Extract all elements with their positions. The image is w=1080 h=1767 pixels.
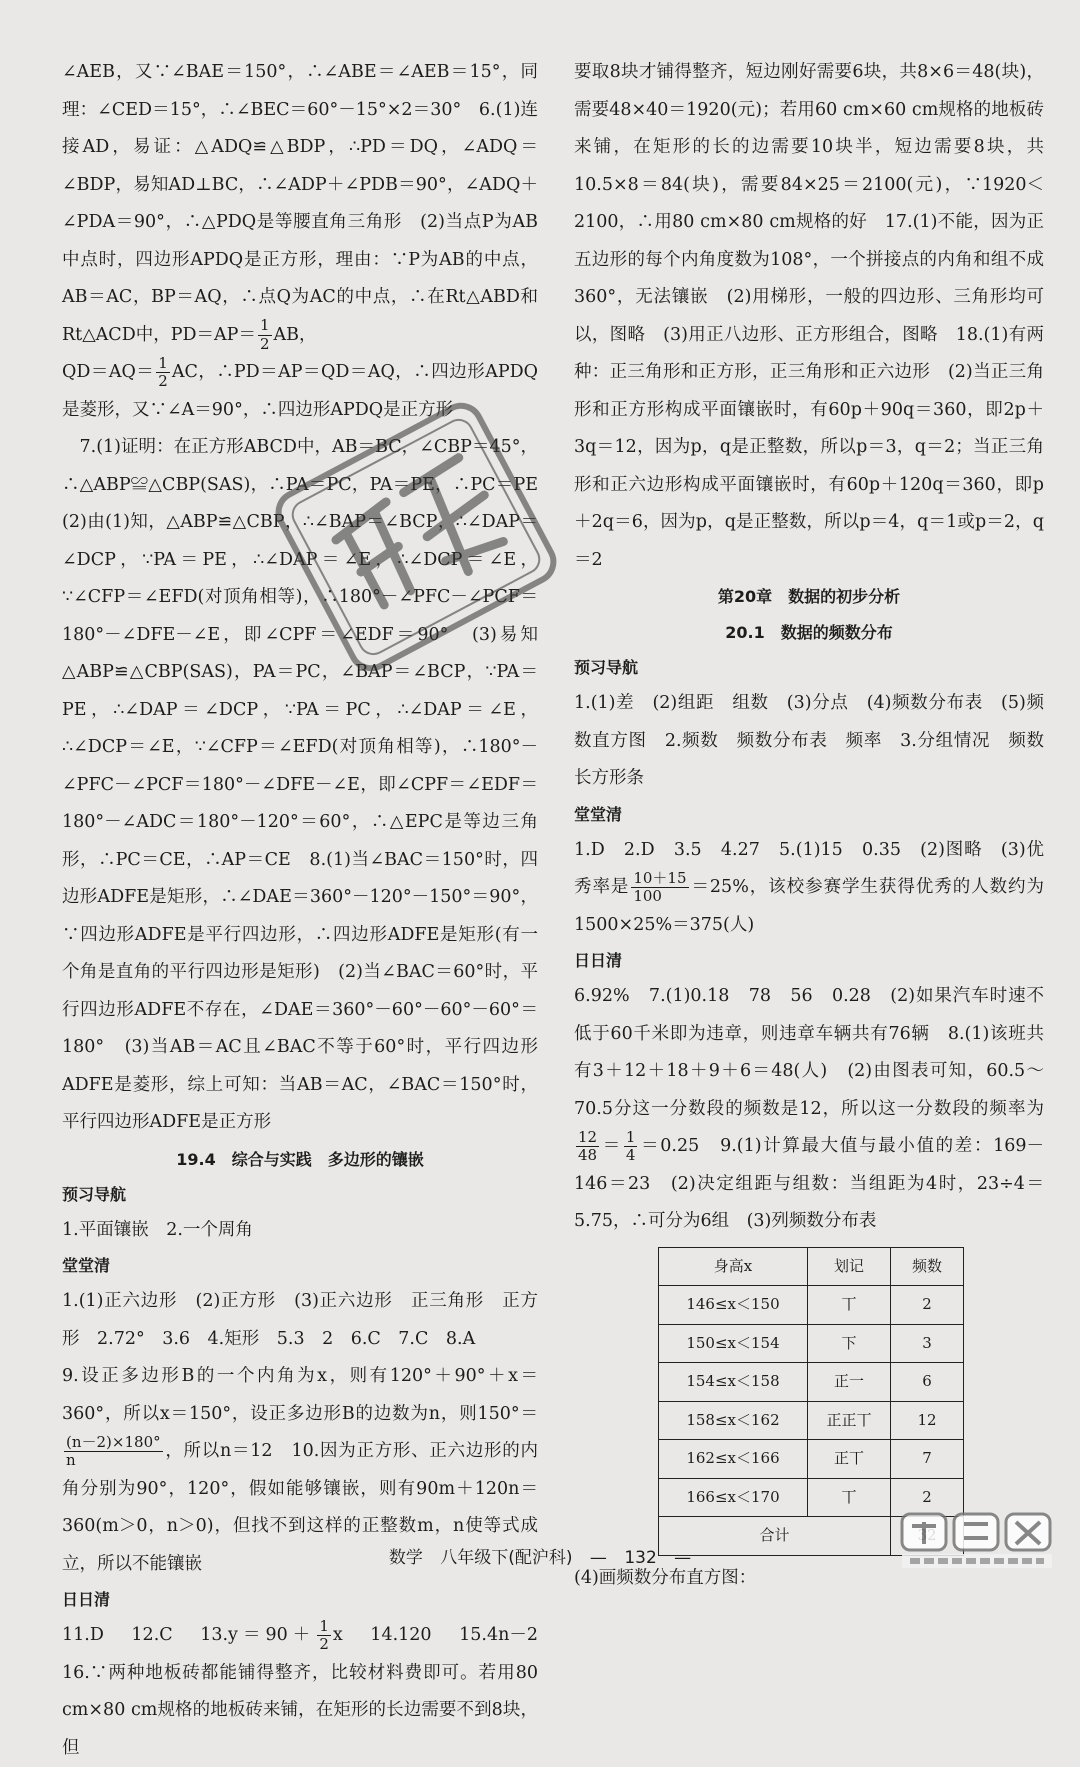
- section-title: 19.4 综合与实践 多边形的镶嵌: [176, 1149, 424, 1169]
- header-tally: 划记: [808, 1247, 891, 1286]
- cell-range: 154≤x＜158: [659, 1363, 808, 1402]
- answer-paragraph: [574, 978, 1044, 1241]
- answer-text: ，所以n＝12 10.因为正方形、正六边形的内角分别为90°，120°，假如能够镶嵌，则有90m＋120n＝360(m＞0，n＞0)，但找不到这样的正整数m，n使等式成立，所以不能镶嵌: [62, 1441, 538, 1574]
- cell-frequency: 7: [891, 1440, 964, 1479]
- right-column: [574, 54, 1062, 1597]
- table-row: [659, 1286, 964, 1325]
- answer-text: QD＝AQ＝: [62, 362, 155, 382]
- fraction-numerator: 1: [625, 1127, 636, 1146]
- table-row: [659, 1401, 964, 1440]
- cell-frequency: 2: [891, 1286, 964, 1325]
- footer-dash: —: [589, 1548, 607, 1568]
- answer-text: 9.设正多边形B的一个内角为x，则有120°＋90°＋x＝360°，所以x＝150°，设正多边形B的边数为n，则150°＝: [62, 1366, 538, 1424]
- footer-dash: —: [674, 1548, 692, 1568]
- answer-text: 6.92% 7.(1)0.18 78 56 0.28 (2)如果汽车时速不低于60千米即为违章，则违章车辆共有76辆 8.(1)该班共有3＋12＋18＋9＋6＝48(人) (2)由图表可知，60.5～70.5分这一分数段的频数是12，所以这一分数段的频率为: [574, 986, 1044, 1119]
- answer-text: ∠AEB，又∵∠BAE＝150°，∴∠ABE＝∠AEB＝15°，同理：∠CED＝15°，∴∠BEC＝60°－15°×2＝30° 6.(1)连接AD，易证：△ADQ≌△BDP，∴PD＝DQ，∠ADQ＝∠BDP，易知AD⊥BC，∴∠ADP＋∠PDB＝90°，∠ADQ＋∠PDA＝90°，∴△PDQ是等腰直角三角形 (2)当点P为AB中点时，四边形APDQ是正方形，理由：∵P为AB的中点，AB＝AC，BP＝AQ，∴点Q为AC的中点，∴在Rt△ABD和Rt△ACD中，PD＝AP＝: [62, 62, 538, 345]
- answer-text: ＝: [601, 1136, 622, 1156]
- table-row: [659, 1440, 964, 1479]
- cell-frequency: 12: [891, 1401, 964, 1440]
- fraction-denominator: n: [66, 1451, 76, 1469]
- cell-frequency: 6: [891, 1363, 964, 1402]
- footer-subject: 数学: [388, 1548, 423, 1568]
- cell-tally: 正一: [808, 1363, 891, 1402]
- fraction: [156, 355, 170, 391]
- cell-range: 162≤x＜166: [659, 1440, 808, 1479]
- header-frequency: 频数: [891, 1247, 964, 1286]
- answer-text: ＝25%，该校参赛学生获得优秀的人数约为1500×25%＝375(人): [574, 877, 1044, 935]
- fraction-denominator: 48: [578, 1146, 598, 1164]
- answer-paragraph: 7.(1)证明：在正方形ABCD中，AB＝BC，∠CBP＝45°，∴△ABP≌△CBP(SAS)，∴PA＝PC，PA＝PE，∴PC＝PE (2)由(1)知，△ABP≌△CBP，∴∠BAP＝∠BCP，∴∠DAP＝∠DCP，∵PA＝PE，∴∠DAP＝∠E，∴∠DCP＝∠E，∵∠CFP＝∠EFD(对顶角相等)，∴180°－∠PFC－∠PCF＝180°－∠DFE－∠E，即∠CPF＝∠EDF＝90° (3)易知△ABP≌△CBP(SAS)，PA＝PC，∠BAP＝∠BCP，∵PA＝PE，∴∠DAP＝∠DCP，∵PA＝PC，∴∠DAP＝∠E，∴∠DCP＝∠E，∵∠CFP＝∠EFD(对顶角相等)，∴180°－∠PFC－∠PCF＝180°－∠DFE－∠E，即∠CPF＝∠EDF＝180°－∠ADC＝180°－120°＝60°，∴△EPC是等边三角形，∴PC＝CE，∴AP＝CE 8.(1)当∠BAC＝150°时，四边形ADFE是矩形，∴∠DAE＝360°－120°－150°＝90°，∵四边形ADFE是平行四边形，∴四边形ADFE是矩形(有一个角是直角的平行四边形是矩形) (2)当∠BAC＝60°时，平行四边形ADFE不存在，∠DAE＝360°－60°－60°－60°＝180° (3)当AB＝AC且∠BAC不等于60°时，平行四边形ADFE是菱形，综上可知：当AB＝AC，∠BAC＝150°时，平行四边形ADFE是正方形: [62, 437, 556, 1132]
- cell-range: 166≤x＜170: [659, 1478, 808, 1517]
- fraction-denominator: 2: [319, 1635, 329, 1653]
- page-number: 132: [624, 1548, 657, 1568]
- left-column: [62, 54, 556, 1767]
- fraction-denominator: 4: [625, 1146, 636, 1164]
- answer-text: AC，∴PD＝AP＝QD＝AQ，∴四边形APDQ是菱形，又∵∠A＝90°，∴四边形APDQ是正方形: [62, 362, 538, 420]
- cell-tally: 正丅: [808, 1440, 891, 1479]
- answer-paragraph: 要取8块才铺得整齐，短边刚好需要6块，共8×6＝48(块)，需要48×40＝1920(元)；若用60 cm×60 cm规格的地板砖来铺，在矩形的长的边需要10块半，短边需要8块，共10.5×8＝84(块)，需要84×25＝2100(元)，∵1920＜2100，∴用80 cm×80 cm规格的好 17.(1)不能，因为正五边形的每个内角度数为108°，一个拼接点的内角和组不成360°，无法镶嵌 (2)用梯形，一般的四边形、三角形均可以，图略 (3)用正八边形、正方形组合，图略 18.(1)有两种：正三角形和正方形，正三角形和正六边形 (2)当正三角形和正方形构成平面镶嵌时，有60p＋90q＝360，即2p＋3q＝12，因为p，q是正整数，所以p＝3，q＝2；当正三角形和正六边形构成平面镶嵌时，有60p＋120q＝360，即p＋2q＝6，因为p，q是正整数，所以p＝4，q＝1或p＝2，q＝2: [574, 62, 1044, 570]
- answer-text: 1.D 2.D 3.5 4.27 5.(1)15 0.35 (2)图略 (3)优秀率是: [574, 839, 1044, 897]
- cell-tally: 丅: [808, 1478, 891, 1517]
- fraction-numerator: 12: [578, 1127, 598, 1146]
- fraction-numerator: 1: [158, 353, 168, 372]
- subheading-preview: 预习导航: [62, 1184, 127, 1204]
- subheading-preview: 预习导航: [574, 658, 639, 677]
- header-height: 身高x: [659, 1247, 808, 1286]
- fraction-numerator: 1: [259, 316, 270, 335]
- answer-text: ＝0.25 9.(1)计算最大值与最小值的差：169－146＝23 (2)决定组距与组数：当组距为4时，23÷4＝5.75，∴可分为6组 (3)列频数分布表: [574, 1136, 1045, 1231]
- answer-paragraph: [62, 54, 538, 354]
- site-logo-watermark-icon: [900, 1508, 1070, 1570]
- fraction-denominator: 2: [158, 372, 168, 390]
- table-row: [659, 1324, 964, 1363]
- subheading-class: 堂堂清: [574, 804, 623, 824]
- fraction: [317, 1618, 331, 1654]
- table-row: [659, 1363, 964, 1402]
- cell-tally: 正正丅: [808, 1401, 891, 1440]
- fraction: [624, 1129, 638, 1165]
- fraction: [258, 317, 272, 353]
- subheading-daily: 日日清: [574, 951, 623, 970]
- cell-range: 146≤x＜150: [659, 1286, 808, 1325]
- answer-paragraph: 1.平面镶嵌 2.一个周角: [62, 1219, 253, 1240]
- answer-paragraph: [62, 354, 538, 429]
- section-title: 20.1 数据的频数分布: [725, 623, 893, 642]
- footer-grade: 八年级下(配沪科): [440, 1548, 573, 1568]
- answer-paragraph: 1.(1)正六边形 (2)正方形 (3)正六边形 正三角形 正方形 2.72° 3.6 4.矩形 5.3 2 6.C 7.C 8.A: [62, 1291, 538, 1349]
- cell-tally: 丅: [808, 1286, 891, 1325]
- fraction: [631, 870, 688, 906]
- table-header-row: [659, 1247, 964, 1286]
- cell-range: 150≤x＜154: [659, 1324, 808, 1363]
- fraction-denominator: 2: [259, 334, 270, 353]
- fraction-denominator: 100: [633, 887, 662, 905]
- answer-paragraph: [574, 832, 1044, 945]
- answer-paragraph: [62, 1616, 556, 1767]
- fraction-numerator: (n－2)×180°: [66, 1432, 161, 1451]
- fraction-numerator: 1: [319, 1616, 329, 1635]
- cell-frequency: 3: [891, 1324, 964, 1363]
- answer-paragraph: 1.(1)差 (2)组距 组数 (3)分点 (4)频数分布表 (5)频数直方图 2.频数 频数分布表 频率 3.分组情况 频数 长方形条: [574, 693, 1062, 788]
- cell-tally: 下: [808, 1324, 891, 1363]
- answer-text: AB，: [273, 324, 317, 345]
- answer-text: x 14.120 15.4n－2 16.∵两种地板砖都能铺得整齐，比较材料费即可。若用80 cm×80 cm规格的地板砖来铺，在矩形的长边需要不到8块，但: [62, 1625, 556, 1758]
- answer-text: 11.D 12.C 13.y＝90＋: [62, 1625, 316, 1645]
- cell-frequency: 2: [891, 1478, 964, 1517]
- chapter-title: 第20章 数据的初步分析: [717, 587, 901, 606]
- fraction-numerator: 10＋15: [633, 868, 687, 887]
- subheading-daily: 日日清: [62, 1590, 111, 1609]
- answer-paragraph: (4)画频数分布直方图：: [574, 1567, 757, 1588]
- fraction: [64, 1434, 163, 1470]
- cell-total-label: 合计: [659, 1517, 891, 1556]
- fraction: [576, 1129, 599, 1165]
- cell-range: 158≤x＜162: [659, 1401, 808, 1440]
- subheading-class: 堂堂清: [62, 1256, 111, 1275]
